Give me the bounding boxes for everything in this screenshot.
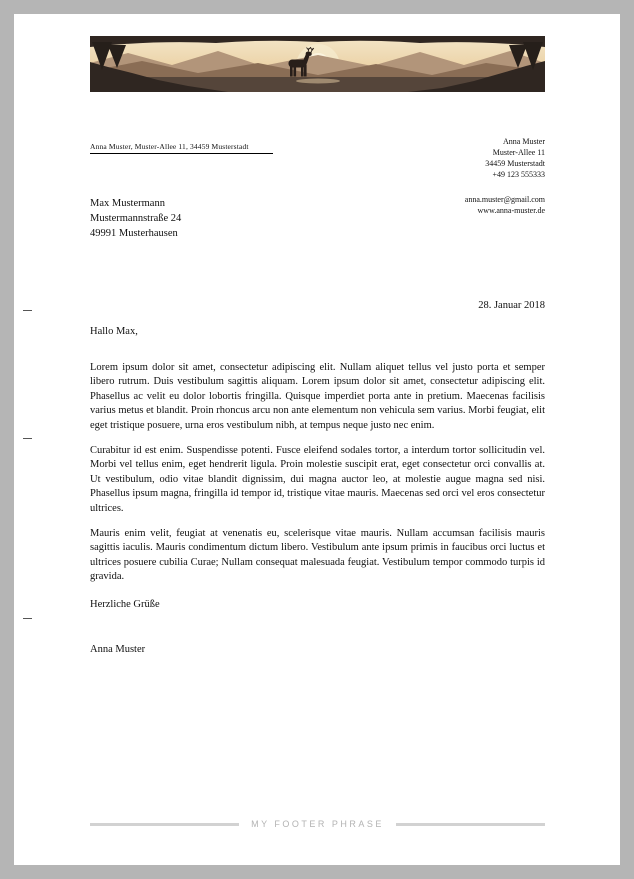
letter-page <box>14 14 620 865</box>
recipient-street: Mustermannstraße 24 <box>90 213 182 224</box>
landscape-illustration <box>90 36 545 92</box>
body-paragraph: Lorem ipsum dolor sit amet, consectetur adipiscing elit. Nullam aliquet tellus vel justo porta et semper libero rutrum. Duis vestibulum sagittis aliquam. Lorem ipsum dolor sit amet, consectetur adipiscing elit. Phasellus ac velit eu dolor lobortis fringilla. Quisque imperdiet porta ante in pretium. Maecenas facilisis varius metus et blandit. Proin rhoncus arcu non ante elementum non vehicula sem varius. Morbi feugiat, elit eget tristique posuere, urna eros vestibulum nibh, at tempus neque justo nec enim. <box>90 361 545 431</box>
fold-mark <box>23 438 32 439</box>
recipient-name: Max Mustermann <box>90 198 165 209</box>
signature-name: Anna Muster <box>90 643 146 655</box>
recipient-city: 49991 Musterhausen <box>90 228 178 239</box>
sender-return-address: Anna Muster, Muster-Allee 11, 34459 Musterstadt <box>90 142 273 154</box>
salutation: Hallo Max, <box>90 326 138 337</box>
fold-mark <box>23 618 32 619</box>
letter-date: 28. Januar 2018 <box>478 300 545 311</box>
body-paragraph: Curabitur id est enim. Suspendisse potenti. Fusce eleifend sodales tortor, a interdum tortor sollicitudin vel. Morbi vel tellus enim, eget hendrerit ligula. Proin molestie suscipit erat, eget consectetur orci convallis at. Ut vestibulum, odio vitae blandit dignissim, dui magna auctor leo, at molestie augue magna sed nisi. Phasellus ipsum magna, fringilla id tempor id, tristique vitae mauris. Maecenas sed orci vel eros consectetur ultrices. <box>90 444 545 514</box>
sender-address-block <box>465 136 545 216</box>
body-paragraph: Mauris enim velit, feugiat at venenatis eu, scelerisque vitae mauris. Nullam accumsan facilisis mauris sagittis iaculis. Mauris condimentum dictum libero. Vestibulum ante ipsum primis in faucibus orci luctus et ultrices posuere cubilia Curae; Nullam consequat malesuada feugiat. Vestibulum tempor commodo turpis id gravida. <box>90 527 545 583</box>
sun-reflection <box>296 79 340 84</box>
sender-phone: +49 123 555333 <box>492 170 545 179</box>
letter-body <box>90 325 545 657</box>
sender-city: 34459 Musterstadt <box>485 159 545 168</box>
sender-name: Anna Muster <box>503 137 545 146</box>
closing-phrase: Herzliche Grüße <box>90 598 160 610</box>
header-banner-image <box>90 36 545 92</box>
footer-rule-right <box>396 823 545 826</box>
sender-contact-block <box>465 194 545 216</box>
footer-phrase: MY FOOTER PHRASE <box>251 819 384 829</box>
footer-rule-left <box>90 823 239 826</box>
sender-street: Muster-Allee 11 <box>492 148 545 157</box>
fold-mark <box>23 310 32 311</box>
recipient-address-block <box>90 196 181 241</box>
footer <box>90 819 545 829</box>
sender-website: www.anna-muster.de <box>477 206 545 215</box>
sender-email: anna.muster@gmail.com <box>464 195 545 204</box>
